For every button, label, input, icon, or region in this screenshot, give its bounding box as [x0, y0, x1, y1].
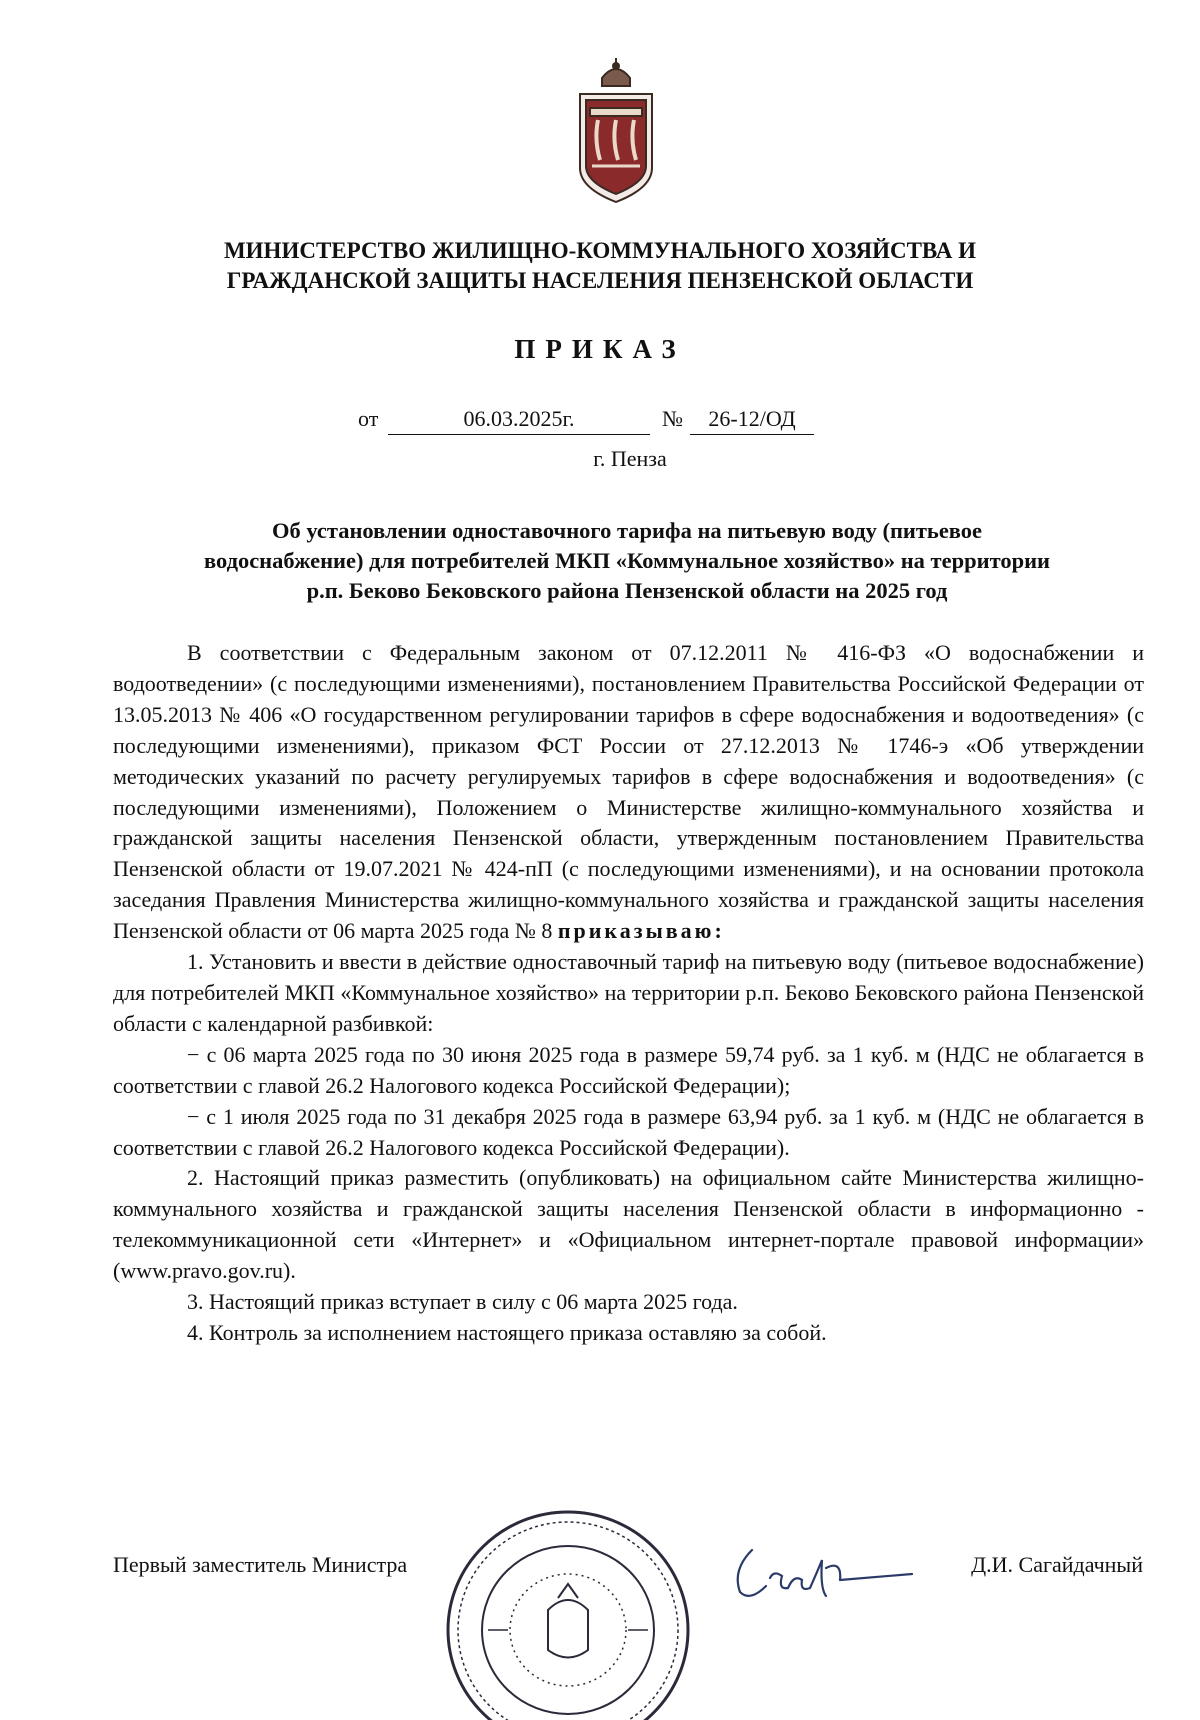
handwritten-signature-icon [722, 1530, 922, 1610]
subject-line-1: Об установлении одноставочного тарифа на питьевую воду (питьевое [271, 518, 983, 543]
document-body [113, 638, 1144, 1349]
number-prefix: № [662, 406, 683, 431]
ministry-line-1: МИНИСТЕРСТВО ЖИЛИЩНО-КОММУНАЛЬНОГО ХОЗЯЙСТВА И [223, 238, 977, 263]
order-subject [110, 516, 1144, 606]
city: г. Пенза [593, 446, 667, 471]
signer-name: Д.И. Сагайдачный [971, 1552, 1143, 1577]
subject-line-2: водоснабжение) для потребителей МКП «Коммунальное хозяйство» на территории [203, 548, 1051, 573]
item-4: 4. Контроль за исполнением настоящего приказа оставляю за собой. [187, 1319, 827, 1345]
preamble-paragraph [113, 638, 1144, 947]
signer-role: Первый заместитель Министра [113, 1552, 408, 1577]
official-seal-icon [418, 1480, 718, 1720]
order-word: приказываю: [557, 918, 725, 944]
preamble-text: В соответствии с Федеральным законом от 07.12.2011 № 416-ФЗ «О водоснабжении и водоотведении» (с последующими изменениями), постановлением Правительства Российской Федерации от 13.05.2013 № 406 «О государственном регулировании тарифов в сфере водоснабжения и водоотведения» (с последующими изменениями), приказом ФСТ России от 27.12.2013 № 1746-э «Об утверждении методических указаний по расчету регулируемых тарифов в сфере водоснабжения и водоотведения» (с последующими изменениями), Положением о Министерстве жилищно-коммунального хозяйства и гражданской защиты населения Пензенской области, утвержденным постановлением Правительства Пензенской области от 19.07.2021 № 424-пП (с последующими изменениями), и на основании протокола заседания Правления Министерства жилищно-коммунального хозяйства и гражданской защиты населения Пензенской области от 06 марта 2025 года № 8 [113, 640, 1144, 944]
order-number: 26-12/ОД [690, 406, 814, 435]
subject-line-3: р.п. Беково Бековского района Пензенской области на 2025 год [306, 578, 948, 603]
date-prefix: от [358, 406, 379, 431]
ministry-name [130, 236, 1070, 296]
ministry-line-2: ГРАЖДАНСКОЙ ЗАЩИТЫ НАСЕЛЕНИЯ ПЕНЗЕНСКОЙ ОБЛАСТИ [226, 268, 974, 293]
item-1-period-b: − с 1 июля 2025 года по 31 декабря 2025 года в размере 63,94 руб. за 1 куб. м (НДС не облагается в соответствии с главой 26.2 Налогового кодекса Российской Федерации). [113, 1103, 1144, 1160]
coat-of-arms-icon [572, 56, 660, 206]
item-1-period-a: − с 06 марта 2025 года по 30 июня 2025 года в размере 59,74 руб. за 1 куб. м (НДС не облагается в соответствии с главой 26.2 Налогового кодекса Российской Федерации); [113, 1041, 1144, 1098]
item-1: 1. Установить и ввести в действие одноставочный тариф на питьевую воду (питьевое водоснабжение) для потребителей МКП «Коммунальное хозяйство» на территории р.п. Беково Бековского района Пензенской области с календарной разбивкой: [113, 949, 1144, 1036]
item-2: 2. Настоящий приказ разместить (опубликовать) на официальном сайте Министерства жилищно-коммунального хозяйства и гражданской защиты населения Пензенской области в информационно - телекоммуникационной сети «Интернет» и «Официальном интернет-портале правовой информации» (www.pravo.gov.ru). [113, 1165, 1144, 1284]
document-type-heading: ПРИКАЗ [514, 334, 686, 364]
order-date: 06.03.2025г. [388, 406, 650, 435]
item-3: 3. Настоящий приказ вступает в силу с 06 марта 2025 года. [187, 1289, 738, 1315]
